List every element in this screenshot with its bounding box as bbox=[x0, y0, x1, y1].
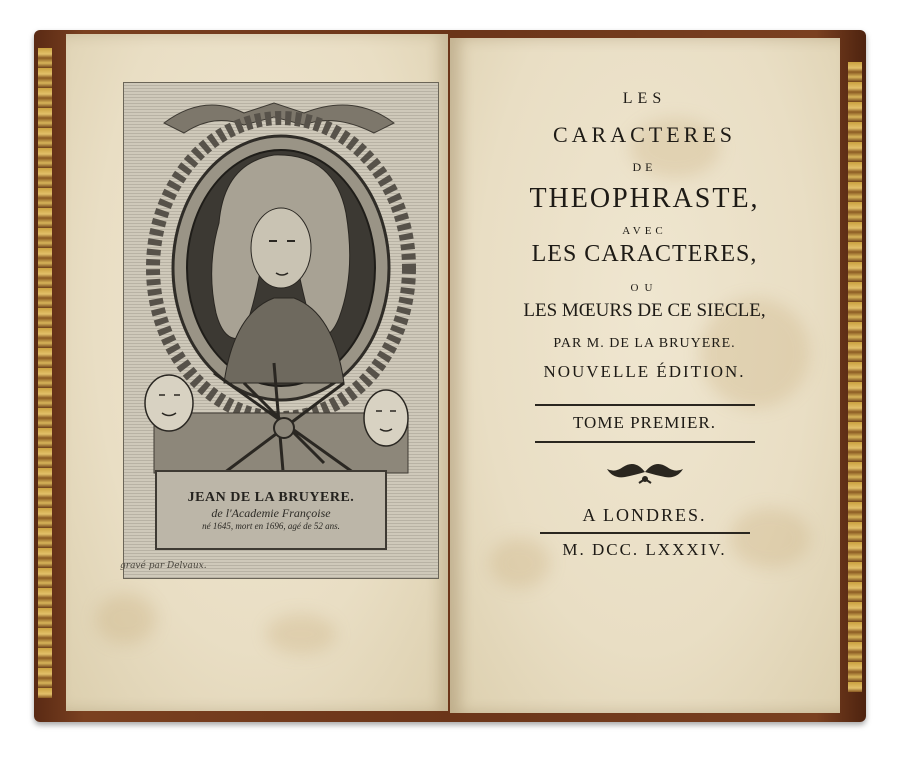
portrait-plaque bbox=[155, 470, 387, 550]
rule-bottom bbox=[535, 441, 755, 443]
foxing-stain bbox=[266, 614, 336, 654]
title-line-ou: OU bbox=[630, 282, 659, 294]
plaque-dates: né 1645, mort en 1696, agé de 52 ans. bbox=[202, 520, 340, 531]
title-line-place: A LONDRES. bbox=[582, 505, 707, 525]
title-line-de: DE bbox=[632, 160, 657, 174]
title-line-caracteres: CARACTERES bbox=[552, 122, 737, 147]
engraver-credit: gravé par Delvaux. bbox=[120, 561, 207, 571]
rule-place bbox=[540, 532, 750, 534]
title-page-text bbox=[452, 84, 837, 560]
title-line-theophraste: THEOPHRASTE, bbox=[529, 183, 760, 214]
plaque-subtitle: de l'Academie Françoise bbox=[211, 505, 331, 520]
title-line-edition: NOUVELLE ÉDITION. bbox=[543, 362, 746, 381]
title-line-moeurs: LES MŒURS DE CE SIECLE, bbox=[523, 300, 766, 321]
title-line-caracteres-2: LES CARACTERES, bbox=[531, 241, 758, 267]
fleuron-ornament bbox=[605, 457, 685, 487]
foxing-stain bbox=[96, 594, 156, 644]
plaque-name: JEAN DE LA BRUYERE. bbox=[187, 489, 355, 505]
title-line-tome: TOME PREMIER. bbox=[572, 413, 717, 432]
gilt-spine-left bbox=[38, 48, 52, 698]
title-line-author: PAR M. DE LA BRUYERE. bbox=[553, 336, 736, 351]
title-line-les: LES bbox=[622, 90, 667, 107]
title-line-date: M. DCC. LXXXIV. bbox=[562, 540, 727, 559]
rule-top bbox=[535, 404, 755, 406]
gilt-spine-right bbox=[848, 62, 862, 692]
title-line-avec: AVEC bbox=[622, 225, 667, 237]
